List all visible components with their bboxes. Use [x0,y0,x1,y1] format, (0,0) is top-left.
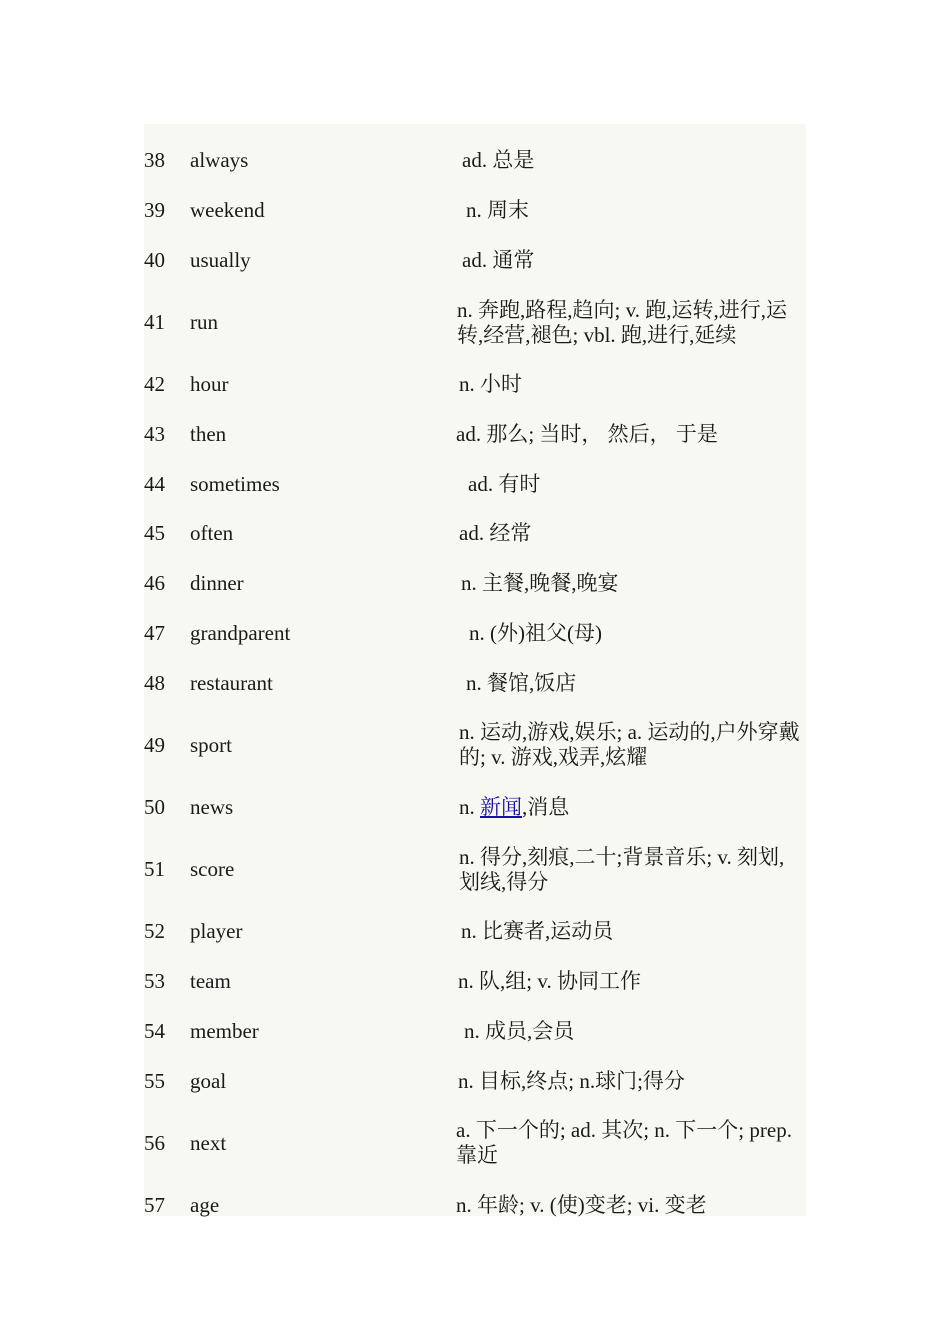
vocab-row [144,907,806,957]
row-number: 56 [144,1130,165,1155]
english-word: restaurant [190,670,273,695]
chinese-definition: n. 成员,会员 [464,1018,575,1043]
chinese-definition [456,795,806,820]
english-word: always [190,148,249,173]
vocab-row [144,783,806,833]
english-word: team [190,969,231,994]
definition-cell [456,459,806,509]
chinese-definition: ad. 有时 [468,471,541,496]
chinese-definition: n. 比赛者,运动员 [461,919,614,944]
definition-cell [456,559,806,609]
english-word: dinner [190,571,244,596]
row-number: 42 [144,372,165,397]
vocabulary-table-body [144,136,806,1230]
vocab-row [144,658,806,708]
chinese-definition: ad. 通常 [462,247,535,272]
chinese-definition: n. (外)祖父(母) [469,620,602,645]
definition-cell [456,186,806,236]
english-word: then [190,421,227,446]
chinese-definition: n. 周末 [466,198,529,223]
vocabulary-sheet [144,124,806,1216]
row-number: 51 [144,857,165,882]
definition-cell [456,285,806,360]
chinese-definition: n. 运动,游戏,娱乐; a. 运动的,户外穿戴的; v. 游戏,戏弄,炫耀 [459,720,800,770]
row-number: 55 [144,1068,165,1093]
definition-cell [456,236,806,286]
english-word: player [190,919,243,944]
definition-cell [456,783,806,833]
definition-cell [456,957,806,1007]
row-number: 39 [144,198,165,223]
chinese-definition: n. 得分,刻痕,二十;背景音乐; v. 刻划,划线,得分 [459,844,785,894]
row-number: 40 [144,247,165,272]
vocab-row [144,1181,806,1231]
english-word: grandparent [190,620,291,645]
definition-link[interactable]: 新闻 [480,795,522,820]
chinese-definition: n. 年龄; v. (使)变老; vi. 变老 [456,1193,707,1217]
chinese-definition: n. 队,组; v. 协同工作 [458,969,641,994]
chinese-definition: n. 目标,终点; n.球门;得分 [458,1068,685,1093]
english-word: sometimes [190,471,280,496]
row-number: 41 [144,310,165,335]
chinese-definition: ad. 总是 [462,148,535,173]
row-number: 49 [144,732,165,757]
definition-cell [456,509,806,559]
row-number: 38 [144,148,165,173]
definition-prefix: n. [459,795,480,820]
definition-suffix: ,消息 [522,795,570,820]
english-word: news [190,795,234,820]
vocabulary-table [144,136,806,1230]
vocab-row [144,360,806,410]
definition-cell [456,1106,806,1181]
row-number: 47 [144,620,165,645]
chinese-definition: n. 主餐,晚餐,晚宴 [461,571,619,596]
row-number: 53 [144,969,165,994]
definition-cell [456,1007,806,1057]
chinese-definition: a. 下一个的; ad. 其次; n. 下一个; prep. 靠近 [456,1118,792,1168]
vocab-row [144,832,806,907]
english-word: usually [190,247,251,272]
row-number: 48 [144,670,165,695]
vocab-row [144,957,806,1007]
vocab-row [144,609,806,659]
row-number: 54 [144,1018,165,1043]
definition-cell [456,136,806,186]
definition-cell [456,1181,806,1231]
row-number: 43 [144,421,165,446]
chinese-definition: n. 奔跑,路程,趋向; v. 跑,运转,进行,运转,经营,褪色; vbl. 跑,进行,延续 [457,297,787,347]
row-number: 45 [144,521,165,546]
english-word: hour [190,372,229,397]
vocab-row [144,708,806,783]
row-number: 46 [144,571,165,596]
english-word: next [190,1130,227,1155]
definition-cell [456,658,806,708]
english-word: run [190,310,218,335]
row-number: 52 [144,919,165,944]
vocab-row [144,509,806,559]
vocab-row [144,236,806,286]
vocab-row [144,1106,806,1181]
english-word: age [190,1193,220,1217]
chinese-definition: n. 餐馆,饭店 [466,670,577,695]
definition-cell [456,708,806,783]
definition-cell [456,1056,806,1106]
vocab-row [144,559,806,609]
row-number: 57 [144,1193,165,1217]
vocab-row [144,459,806,509]
english-word: often [190,521,234,546]
vocab-row [144,285,806,360]
english-word: member [190,1018,259,1043]
definition-cell [456,832,806,907]
vocab-row [144,136,806,186]
definition-cell [456,410,806,460]
vocab-row [144,410,806,460]
chinese-definition: ad. 那么; 当时， 然后， 于是 [456,421,718,446]
row-number: 44 [144,471,165,496]
english-word: score [190,857,235,882]
english-word: weekend [190,198,265,223]
chinese-definition: n. 小时 [459,372,522,397]
definition-cell [456,609,806,659]
chinese-definition: ad. 经常 [459,521,532,546]
vocab-row [144,186,806,236]
vocab-row [144,1007,806,1057]
definition-cell [456,907,806,957]
vocab-row [144,1056,806,1106]
definition-cell [456,360,806,410]
english-word: goal [190,1068,227,1093]
english-word: sport [190,732,232,757]
row-number: 50 [144,795,165,820]
